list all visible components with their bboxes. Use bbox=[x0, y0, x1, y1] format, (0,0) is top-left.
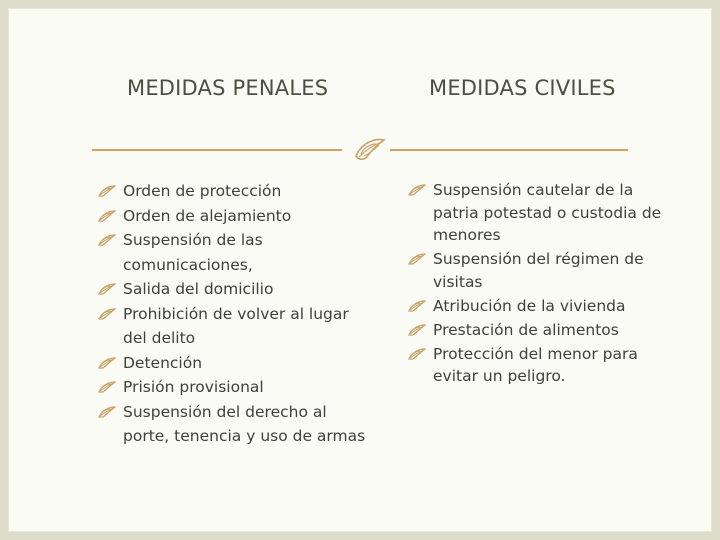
leaf-bullet-icon bbox=[98, 406, 116, 418]
list-item bbox=[96, 375, 366, 400]
leaf-bullet-icon bbox=[98, 234, 116, 246]
list-item-text: Suspensión de las comunicaciones, bbox=[123, 231, 263, 274]
list-item-text: Detención bbox=[123, 353, 203, 372]
leaf-bullet-icon bbox=[98, 357, 116, 369]
list-item bbox=[406, 248, 676, 293]
list-item-text: Suspensión del derecho al porte, tenencia y uso de armas bbox=[123, 402, 366, 445]
list-item bbox=[406, 179, 676, 247]
list-item-text: Prisión provisional bbox=[123, 378, 264, 396]
leaf-bullet-icon bbox=[98, 210, 116, 222]
leaf-bullet-icon bbox=[408, 324, 426, 336]
slide bbox=[8, 8, 712, 532]
leaf-ornament-icon bbox=[352, 136, 388, 164]
leaf-bullet-icon bbox=[408, 253, 426, 265]
list-item-text: Atribución de la vivienda bbox=[433, 296, 626, 315]
list-item-text: Suspensión del régimen de visitas bbox=[433, 250, 644, 291]
divider-line-left bbox=[92, 149, 342, 151]
leaf-bullet-icon bbox=[98, 381, 116, 393]
list-item-text: Salida del domicilio bbox=[123, 280, 274, 298]
list-item-text: Orden de alejamiento bbox=[123, 206, 292, 225]
civil-measures-list bbox=[406, 179, 676, 389]
leaf-bullet-icon bbox=[98, 185, 116, 197]
leaf-bullet-icon bbox=[98, 308, 116, 320]
list-item-text: Prohibición de volver al lugar del delito bbox=[123, 304, 349, 347]
list-item bbox=[96, 228, 366, 277]
list-item bbox=[96, 277, 366, 302]
list-item bbox=[406, 343, 676, 388]
list-item bbox=[96, 204, 366, 229]
list-item-text: Suspensión cautelar de la patria potestad o custodia de menores bbox=[433, 181, 662, 244]
list-item bbox=[96, 400, 366, 449]
list-item bbox=[406, 319, 676, 342]
list-item-text: Protección del menor para evitar un peligro. bbox=[433, 344, 638, 385]
leaf-bullet-icon bbox=[408, 184, 426, 196]
list-item bbox=[406, 295, 676, 318]
list-item-text: Orden de protección bbox=[123, 182, 282, 200]
leaf-bullet-icon bbox=[408, 348, 426, 360]
penal-measures-list bbox=[96, 179, 366, 449]
list-item bbox=[96, 179, 366, 204]
divider-line-right bbox=[390, 149, 628, 151]
leaf-bullet-icon bbox=[98, 283, 116, 295]
civil-measures-heading: MEDIDAS CIVILES bbox=[429, 76, 616, 100]
list-item bbox=[96, 302, 366, 351]
list-item bbox=[96, 351, 366, 376]
leaf-bullet-icon bbox=[408, 300, 426, 312]
penal-measures-heading: MEDIDAS PENALES bbox=[127, 76, 329, 100]
list-item-text: Prestación de alimentos bbox=[433, 320, 619, 339]
